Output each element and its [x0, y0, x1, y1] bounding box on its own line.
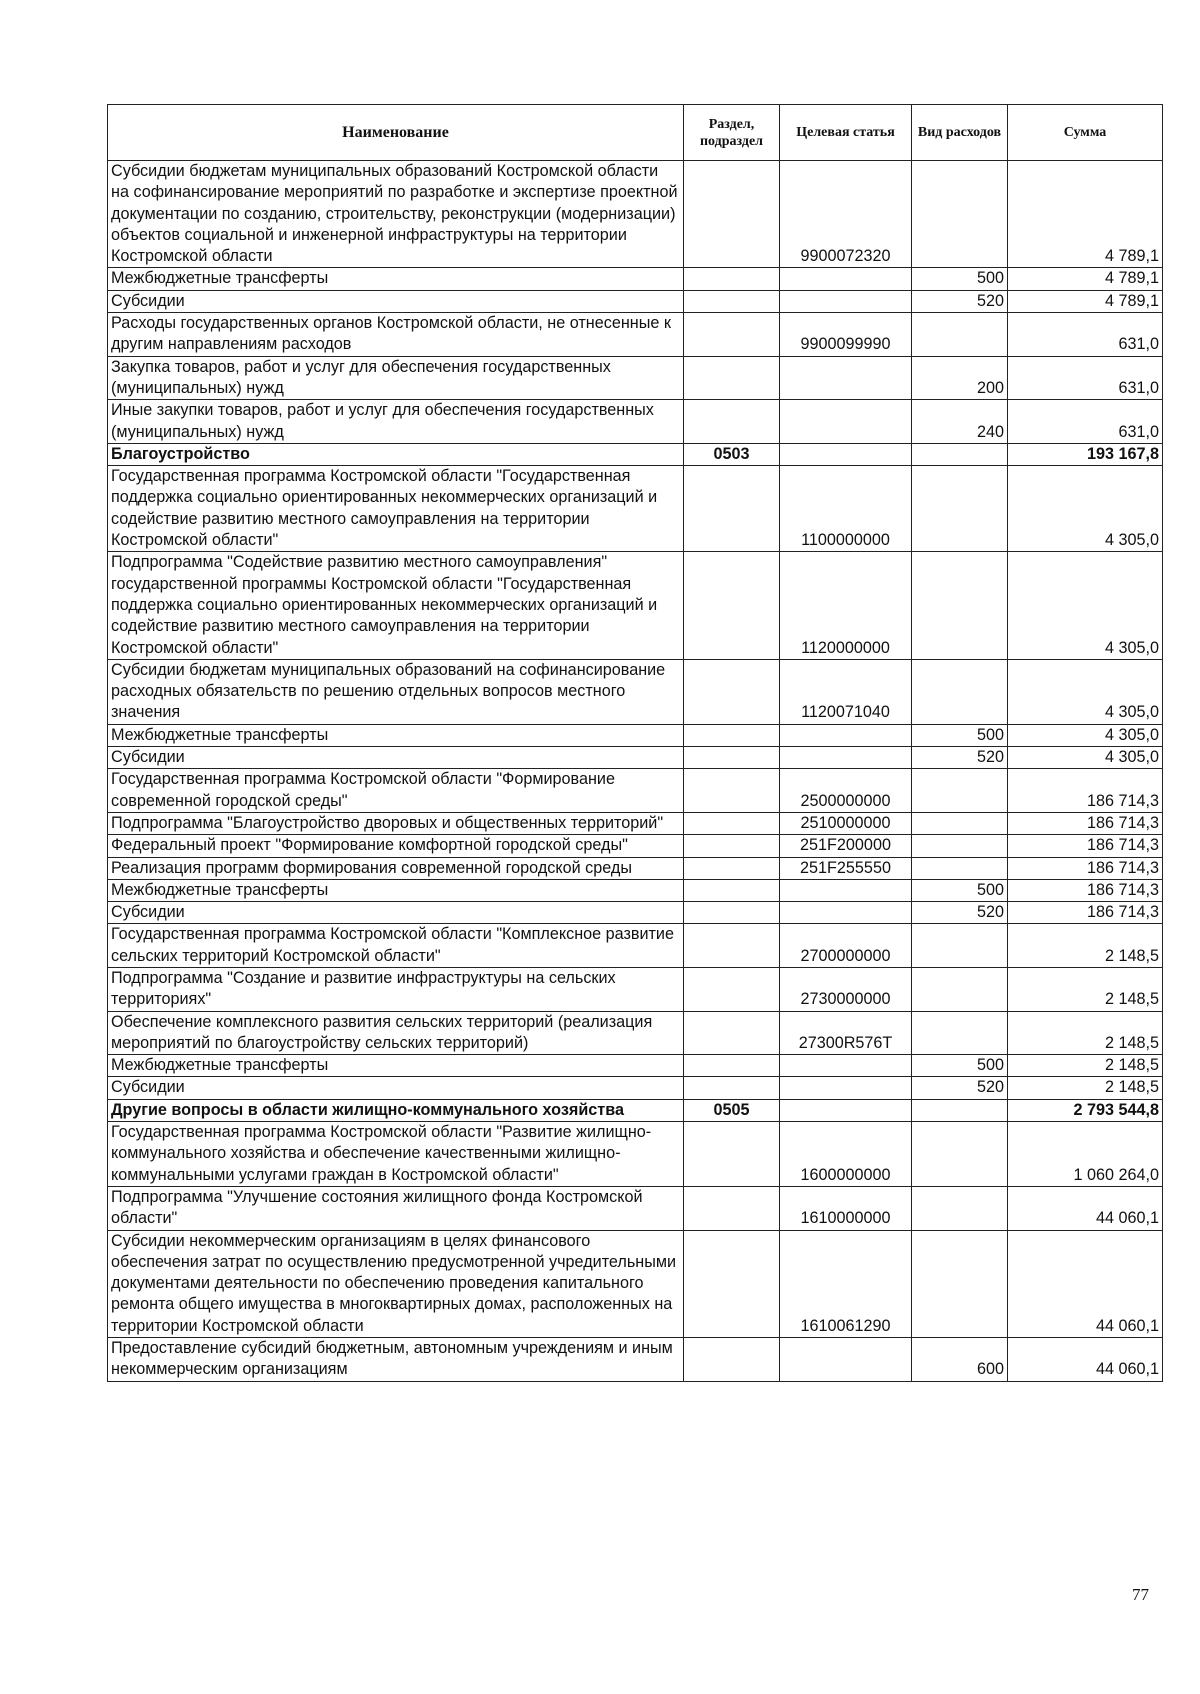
row-section-cell: [684, 879, 780, 901]
row-kind-cell: 500: [912, 1055, 1008, 1077]
row-kind-cell: [912, 924, 1008, 968]
row-name-cell: Государственная программа Костромской области "Комплексное развитие сельских территорий Костромской области": [108, 924, 684, 968]
row-target-cell: 251F255550: [780, 857, 912, 879]
row-section-cell: [684, 724, 780, 746]
row-target-cell: [780, 1099, 912, 1121]
table-row: [108, 724, 1163, 746]
table-row: [108, 747, 1163, 769]
row-name-cell: Государственная программа Костромской области "Развитие жилищно-коммунального хозяйства и обеспечение качественными жилищно-коммунальными услугами граждан в Костромской области": [108, 1122, 684, 1187]
row-sum-cell: 2 148,5: [1008, 967, 1163, 1011]
row-target-cell: 251F200000: [780, 835, 912, 857]
row-sum-cell: 4 305,0: [1008, 659, 1163, 724]
row-section-cell: [684, 1077, 780, 1099]
row-sum-cell: 4 305,0: [1008, 724, 1163, 746]
table-row: [108, 290, 1163, 312]
row-target-cell: [780, 747, 912, 769]
table-row: [108, 552, 1163, 659]
row-kind-cell: 520: [912, 902, 1008, 924]
row-section-cell: [684, 835, 780, 857]
table-row: [108, 356, 1163, 400]
row-kind-cell: [912, 1186, 1008, 1230]
row-sum-cell: 4 305,0: [1008, 552, 1163, 659]
table-row: [108, 857, 1163, 879]
row-target-cell: 2500000000: [780, 769, 912, 813]
row-target-cell: 1600000000: [780, 1122, 912, 1187]
row-kind-cell: 520: [912, 1077, 1008, 1099]
row-sum-cell: 193 167,8: [1008, 443, 1163, 465]
table-row: [108, 268, 1163, 290]
row-target-cell: 1120071040: [780, 659, 912, 724]
table-row: [108, 443, 1163, 465]
table-row: [108, 769, 1163, 813]
row-target-cell: [780, 1055, 912, 1077]
table-row: [108, 1230, 1163, 1337]
row-target-cell: 9900099990: [780, 313, 912, 357]
row-kind-cell: [912, 659, 1008, 724]
row-section-cell: [684, 857, 780, 879]
row-target-cell: [780, 290, 912, 312]
row-target-cell: 1120000000: [780, 552, 912, 659]
row-name-cell: Межбюджетные трансферты: [108, 268, 684, 290]
row-sum-cell: 2 793 544,8: [1008, 1099, 1163, 1121]
row-target-cell: [780, 400, 912, 444]
row-sum-cell: 4 789,1: [1008, 290, 1163, 312]
row-kind-cell: 600: [912, 1338, 1008, 1382]
row-kind-cell: 500: [912, 724, 1008, 746]
row-name-cell: Субсидии бюджетам муниципальных образований Костромской области на софинансирование мероприятий по разработке и экспертизе проектной документации по созданию, строительству, реконструкции (модернизации) объектов социальной и инженерной инфраструктуры на территории Костромской области: [108, 161, 684, 268]
row-target-cell: [780, 443, 912, 465]
row-name-cell: Межбюджетные трансферты: [108, 1055, 684, 1077]
header-target: Целевая статья: [780, 105, 912, 161]
row-sum-cell: 631,0: [1008, 313, 1163, 357]
row-section-cell: [684, 902, 780, 924]
table-row: [108, 1186, 1163, 1230]
row-kind-cell: [912, 552, 1008, 659]
row-name-cell: Обеспечение комплексного развития сельских территорий (реализация мероприятий по благоустройству сельских территорий): [108, 1011, 684, 1055]
row-target-cell: 1610000000: [780, 1186, 912, 1230]
table-row: [108, 1011, 1163, 1055]
table-row: [108, 1055, 1163, 1077]
row-kind-cell: [912, 161, 1008, 268]
budget-table: [107, 104, 1163, 1382]
row-name-cell: Закупка товаров, работ и услуг для обеспечения государственных (муниципальных) нужд: [108, 356, 684, 400]
row-sum-cell: 4 789,1: [1008, 268, 1163, 290]
row-target-cell: 1100000000: [780, 466, 912, 552]
table-row: [108, 1099, 1163, 1121]
row-section-cell: [684, 161, 780, 268]
row-kind-cell: 500: [912, 268, 1008, 290]
row-sum-cell: 2 148,5: [1008, 1011, 1163, 1055]
row-target-cell: [780, 724, 912, 746]
row-sum-cell: 186 714,3: [1008, 902, 1163, 924]
table-row: [108, 924, 1163, 968]
row-section-cell: [684, 268, 780, 290]
row-section-cell: [684, 1055, 780, 1077]
row-name-cell: Благоустройство: [108, 443, 684, 465]
row-section-cell: [684, 1011, 780, 1055]
row-kind-cell: [912, 313, 1008, 357]
row-kind-cell: [912, 1122, 1008, 1187]
row-kind-cell: [912, 857, 1008, 879]
row-kind-cell: 200: [912, 356, 1008, 400]
table-row: [108, 835, 1163, 857]
row-kind-cell: [912, 1230, 1008, 1337]
table-row: [108, 812, 1163, 834]
row-sum-cell: 631,0: [1008, 400, 1163, 444]
row-sum-cell: 186 714,3: [1008, 879, 1163, 901]
row-name-cell: Подпрограмма "Создание и развитие инфраструктуры на сельских территориях": [108, 967, 684, 1011]
row-target-cell: [780, 879, 912, 901]
row-kind-cell: 520: [912, 290, 1008, 312]
table-row: [108, 1122, 1163, 1187]
row-name-cell: Субсидии некоммерческим организациям в целях финансового обеспечения затрат по осуществлению предусмотренной учредительными документами деятельности по обеспечению проведения капитального ремонта общего имущества в многоквартирных домах, расположенных на территории Костромской области: [108, 1230, 684, 1337]
row-name-cell: Реализация программ формирования современной городской среды: [108, 857, 684, 879]
row-sum-cell: 44 060,1: [1008, 1186, 1163, 1230]
row-target-cell: 27300R576T: [780, 1011, 912, 1055]
row-target-cell: 2730000000: [780, 967, 912, 1011]
row-kind-cell: [912, 835, 1008, 857]
header-name: Наименование: [108, 105, 684, 161]
row-kind-cell: [912, 812, 1008, 834]
row-name-cell: Межбюджетные трансферты: [108, 724, 684, 746]
row-section-cell: 0503: [684, 443, 780, 465]
table-row: [108, 879, 1163, 901]
row-sum-cell: 186 714,3: [1008, 812, 1163, 834]
row-name-cell: Субсидии: [108, 902, 684, 924]
header-kind: Вид расходов: [912, 105, 1008, 161]
row-target-cell: 1610061290: [780, 1230, 912, 1337]
row-name-cell: Государственная программа Костромской области "Государственная поддержка социально ориентированных некоммерческих организаций и содействие развитию местного самоуправления на территории Костромской области": [108, 466, 684, 552]
header-section: Раздел, подраздел: [684, 105, 780, 161]
row-section-cell: [684, 356, 780, 400]
table-row: [108, 659, 1163, 724]
row-name-cell: Расходы государственных органов Костромской области, не отнесенные к другим направлениям расходов: [108, 313, 684, 357]
row-kind-cell: [912, 443, 1008, 465]
row-name-cell: Государственная программа Костромской области "Формирование современной городской среды": [108, 769, 684, 813]
table-header-row: [108, 105, 1163, 161]
row-section-cell: [684, 659, 780, 724]
row-target-cell: 2700000000: [780, 924, 912, 968]
row-kind-cell: [912, 1011, 1008, 1055]
row-section-cell: [684, 967, 780, 1011]
row-section-cell: [684, 466, 780, 552]
row-sum-cell: 2 148,5: [1008, 1055, 1163, 1077]
row-section-cell: [684, 747, 780, 769]
row-name-cell: Субсидии бюджетам муниципальных образований на софинансирование расходных обязательств по решению отдельных вопросов местного значения: [108, 659, 684, 724]
header-sum: Сумма: [1008, 105, 1163, 161]
row-name-cell: Предоставление субсидий бюджетным, автономным учреждениям и иным некоммерческим организациям: [108, 1338, 684, 1382]
row-kind-cell: [912, 466, 1008, 552]
row-name-cell: Субсидии: [108, 290, 684, 312]
row-section-cell: [684, 924, 780, 968]
row-kind-cell: 240: [912, 400, 1008, 444]
row-sum-cell: 2 148,5: [1008, 1077, 1163, 1099]
table-row: [108, 313, 1163, 357]
row-name-cell: Субсидии: [108, 747, 684, 769]
row-sum-cell: 1 060 264,0: [1008, 1122, 1163, 1187]
row-target-cell: [780, 1077, 912, 1099]
table-row: [108, 400, 1163, 444]
row-kind-cell: [912, 1099, 1008, 1121]
row-name-cell: Иные закупки товаров, работ и услуг для обеспечения государственных (муниципальных) нужд: [108, 400, 684, 444]
row-name-cell: Подпрограмма "Благоустройство дворовых и общественных территорий": [108, 812, 684, 834]
table-body: [108, 161, 1163, 1382]
row-section-cell: [684, 1186, 780, 1230]
row-sum-cell: 186 714,3: [1008, 769, 1163, 813]
row-sum-cell: 44 060,1: [1008, 1338, 1163, 1382]
row-kind-cell: 520: [912, 747, 1008, 769]
row-sum-cell: 44 060,1: [1008, 1230, 1163, 1337]
row-kind-cell: 500: [912, 879, 1008, 901]
row-sum-cell: 4 305,0: [1008, 466, 1163, 552]
row-target-cell: [780, 268, 912, 290]
row-section-cell: [684, 400, 780, 444]
row-target-cell: 2510000000: [780, 812, 912, 834]
row-target-cell: [780, 1338, 912, 1382]
table-row: [108, 161, 1163, 268]
row-section-cell: [684, 290, 780, 312]
row-section-cell: [684, 1338, 780, 1382]
row-name-cell: Подпрограмма "Улучшение состояния жилищного фонда Костромской области": [108, 1186, 684, 1230]
row-target-cell: [780, 356, 912, 400]
row-section-cell: [684, 769, 780, 813]
row-sum-cell: 186 714,3: [1008, 857, 1163, 879]
row-name-cell: Федеральный проект "Формирование комфортной городской среды": [108, 835, 684, 857]
page-number: 77: [1132, 1585, 1149, 1604]
row-sum-cell: 186 714,3: [1008, 835, 1163, 857]
row-section-cell: 0505: [684, 1099, 780, 1121]
row-section-cell: [684, 1230, 780, 1337]
row-kind-cell: [912, 769, 1008, 813]
row-section-cell: [684, 812, 780, 834]
row-section-cell: [684, 1122, 780, 1187]
row-target-cell: 9900072320: [780, 161, 912, 268]
row-sum-cell: 631,0: [1008, 356, 1163, 400]
row-name-cell: Субсидии: [108, 1077, 684, 1099]
row-name-cell: Подпрограмма "Содействие развитию местного самоуправления" государственной программы Костромской области "Государственная поддержка социально ориентированных некоммерческих организаций и содействие развитию местного самоуправления на территории Костромской области": [108, 552, 684, 659]
row-target-cell: [780, 902, 912, 924]
row-sum-cell: 4 789,1: [1008, 161, 1163, 268]
row-name-cell: Другие вопросы в области жилищно-коммунального хозяйства: [108, 1099, 684, 1121]
row-sum-cell: 2 148,5: [1008, 924, 1163, 968]
row-section-cell: [684, 552, 780, 659]
row-sum-cell: 4 305,0: [1008, 747, 1163, 769]
table-row: [108, 1077, 1163, 1099]
table-row: [108, 1338, 1163, 1382]
table-row: [108, 967, 1163, 1011]
table-row: [108, 902, 1163, 924]
row-name-cell: Межбюджетные трансферты: [108, 879, 684, 901]
row-kind-cell: [912, 967, 1008, 1011]
row-section-cell: [684, 313, 780, 357]
table-row: [108, 466, 1163, 552]
